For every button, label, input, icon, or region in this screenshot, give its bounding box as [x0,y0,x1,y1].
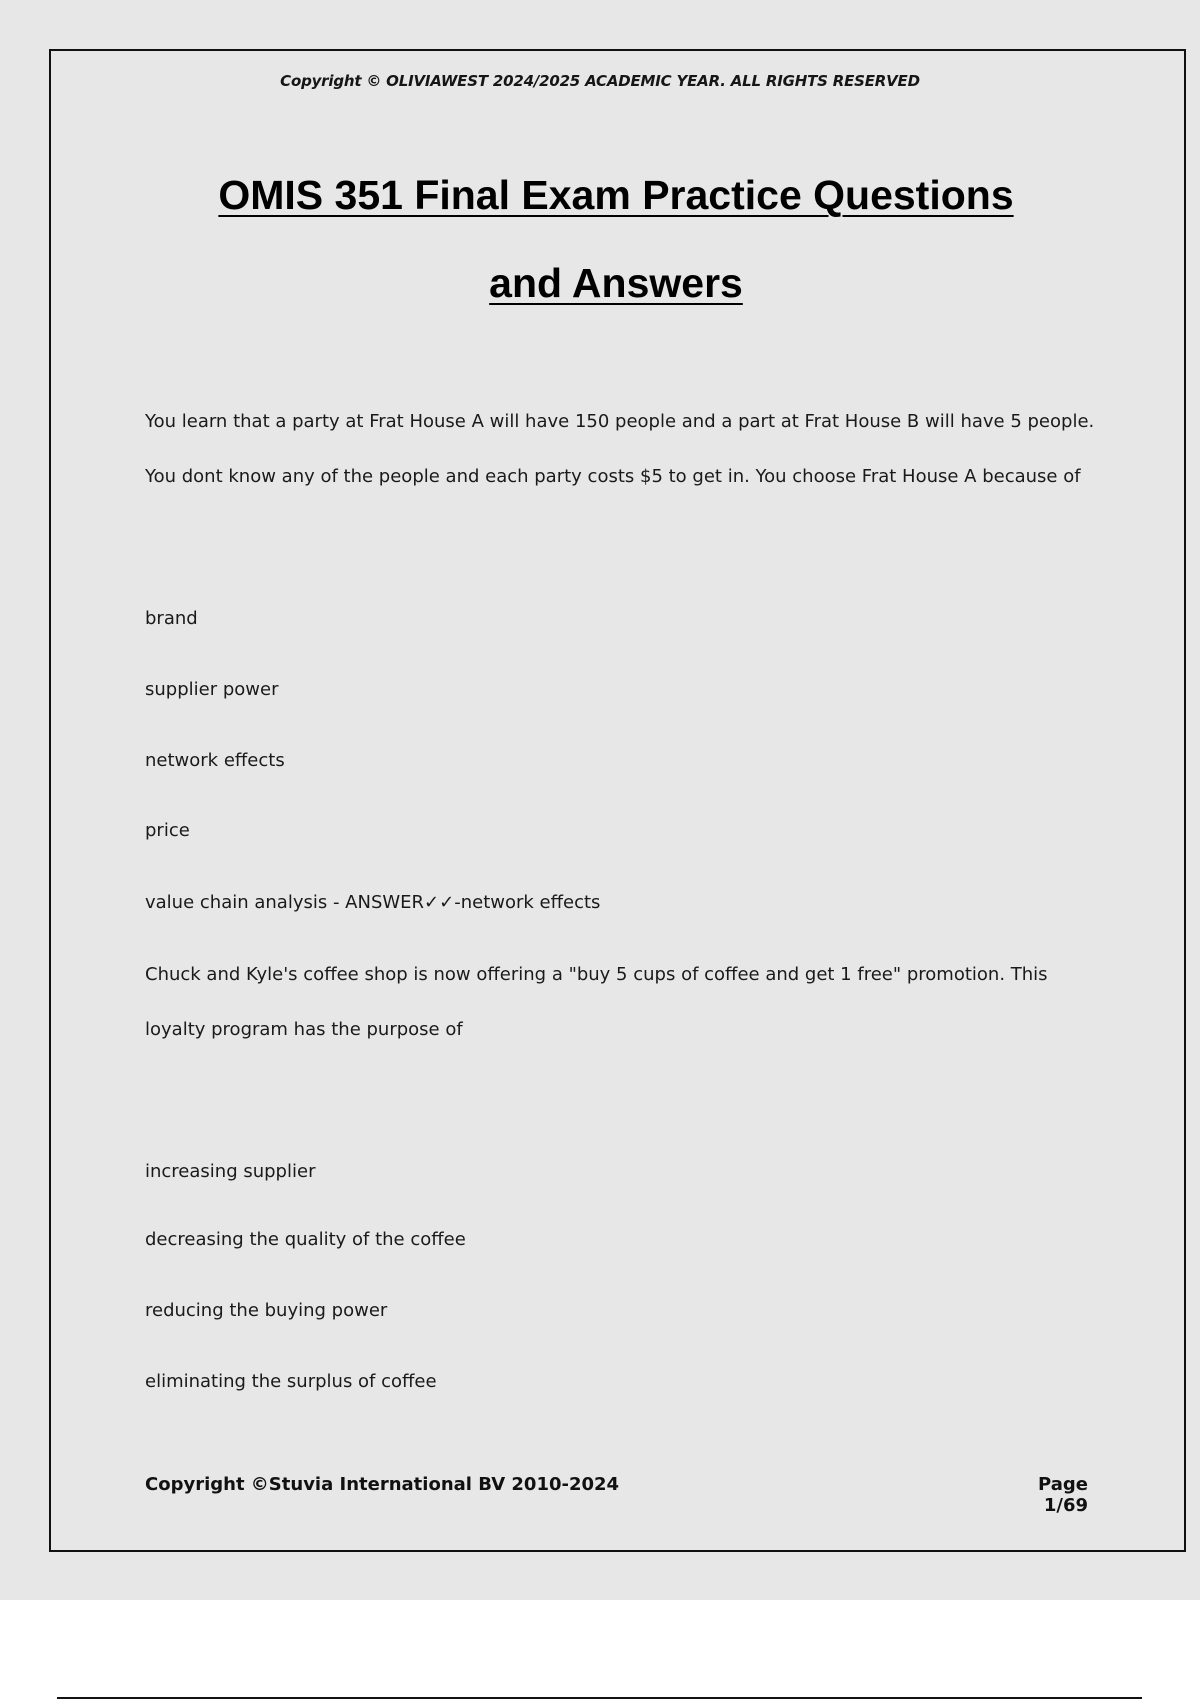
question-1-option: supplier power [145,679,279,700]
question-2-option: decreasing the quality of the coffee [145,1229,466,1250]
question-1-prompt-line1: You learn that a party at Frat House A will have 150 people and a part at Frat House B will have 5 people. [145,411,1095,432]
question-2-prompt-line2: loyalty program has the purpose of [145,1019,463,1040]
question-2-prompt-line1: Chuck and Kyle's coffee shop is now offering a "buy 5 cups of coffee and get 1 free" promotion. This [145,964,1048,985]
footer-copyright: Copyright ©Stuvia International BV 2010-2024 [145,1474,620,1495]
question-1-option: network effects [145,750,285,771]
question-1-option: price [145,820,190,841]
question-2-option: reducing the buying power [145,1300,388,1321]
question-1-prompt-line2: You dont know any of the people and each party costs $5 to get in. You choose Frat House A because of [145,466,1081,487]
header-copyright: Copyright © OLIVIAWEST 2024/2025 ACADEMIC YEAR. ALL RIGHTS RESERVED [280,72,920,90]
question-1-answer: value chain analysis - ANSWER✓✓-network effects [145,892,601,913]
page-number: Page 1/69 [1038,1474,1088,1516]
divider [57,1697,1142,1699]
document-title-line2: and Answers [489,260,743,306]
question-2-option: increasing supplier [145,1161,316,1182]
question-2-option: eliminating the surplus of coffee [145,1371,437,1392]
question-1-option: brand [145,608,198,629]
document-title-line1: OMIS 351 Final Exam Practice Questions [218,172,1014,218]
